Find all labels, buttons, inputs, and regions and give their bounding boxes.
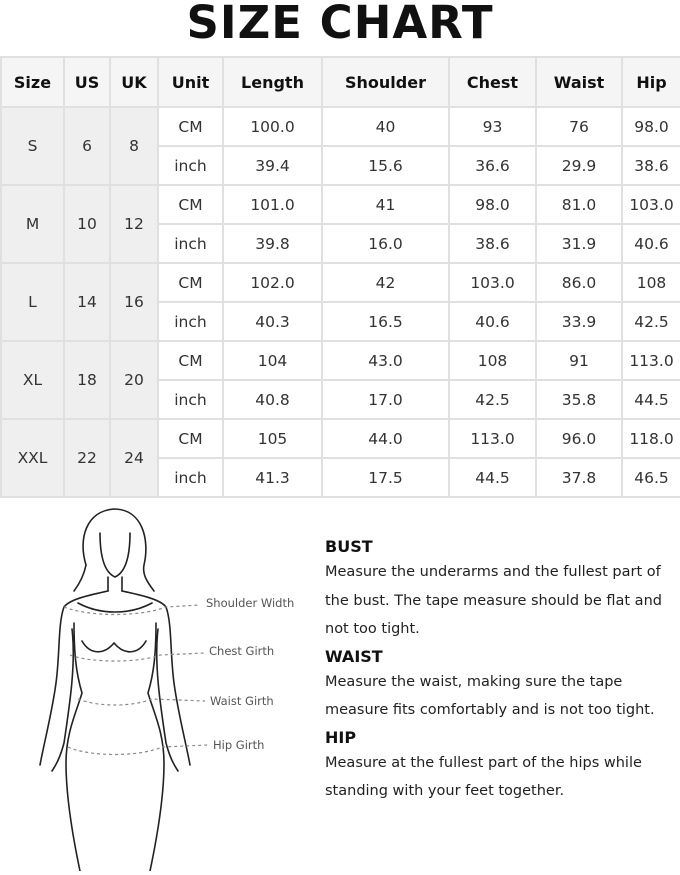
size-cell: M: [1, 185, 64, 263]
page-title: SIZE CHART: [186, 0, 494, 49]
chest-cell: 44.5: [449, 458, 536, 497]
length-cell: 104: [223, 341, 322, 380]
chest-cell: 36.6: [449, 146, 536, 185]
chest-cell: 40.6: [449, 302, 536, 341]
header-waist: Waist: [536, 57, 622, 107]
length-cell: 41.3: [223, 458, 322, 497]
unit-cell: inch: [158, 302, 223, 341]
header-chest: Chest: [449, 57, 536, 107]
shoulder-cell: 16.5: [322, 302, 449, 341]
chest-cell: 38.6: [449, 224, 536, 263]
header-length: Length: [223, 57, 322, 107]
hip-cell: 118.0: [622, 419, 680, 458]
us-cell: 6: [64, 107, 110, 185]
size-cell: XL: [1, 341, 64, 419]
uk-cell: 20: [110, 341, 158, 419]
shoulder-cell: 43.0: [322, 341, 449, 380]
header-hip: Hip: [622, 57, 680, 107]
body-measurement-figure: [20, 503, 320, 871]
length-cell: 105: [223, 419, 322, 458]
unit-cell: inch: [158, 380, 223, 419]
hip-cell: 38.6: [622, 146, 680, 185]
shoulder-cell: 17.5: [322, 458, 449, 497]
uk-cell: 16: [110, 263, 158, 341]
length-cell: 100.0: [223, 107, 322, 146]
shoulder-width-label: Shoulder Width: [206, 596, 295, 610]
uk-cell: 24: [110, 419, 158, 497]
hip-heading: HIP: [325, 727, 357, 747]
chest-cell: 113.0: [449, 419, 536, 458]
hip-cell: 103.0: [622, 185, 680, 224]
table-row: [1, 419, 680, 458]
shoulder-cell: 44.0: [322, 419, 449, 458]
unit-cell: CM: [158, 263, 223, 302]
header-us: US: [64, 57, 110, 107]
uk-cell: 8: [110, 107, 158, 185]
header-shoulder: Shoulder: [322, 57, 449, 107]
hip-cell: 108: [622, 263, 680, 302]
hip-cell: 42.5: [622, 302, 680, 341]
length-cell: 40.8: [223, 380, 322, 419]
size-chart-table: [0, 56, 680, 498]
chest-cell: 108: [449, 341, 536, 380]
chest-cell: 42.5: [449, 380, 536, 419]
length-cell: 101.0: [223, 185, 322, 224]
us-cell: 22: [64, 419, 110, 497]
waist-cell: 33.9: [536, 302, 622, 341]
table-row: [1, 185, 680, 224]
table-row: [1, 341, 680, 380]
hip-text: Measure at the fullest part of the hips while standing with your feet together.: [325, 754, 642, 799]
size-cell: S: [1, 107, 64, 185]
waist-cell: 37.8: [536, 458, 622, 497]
waist-cell: 91: [536, 341, 622, 380]
unit-cell: inch: [158, 146, 223, 185]
table-row: [1, 107, 680, 146]
length-cell: 40.3: [223, 302, 322, 341]
length-cell: 39.8: [223, 224, 322, 263]
hip-girth-label: Hip Girth: [213, 738, 265, 752]
size-cell: L: [1, 263, 64, 341]
waist-cell: 81.0: [536, 185, 622, 224]
unit-cell: inch: [158, 224, 223, 263]
bust-text: Measure the underarms and the fullest part of the bust. The tape measure should be flat and not too tight.: [325, 564, 662, 637]
chest-cell: 93: [449, 107, 536, 146]
us-cell: 10: [64, 185, 110, 263]
waist-cell: 29.9: [536, 146, 622, 185]
hip-cell: 40.6: [622, 224, 680, 263]
header-uk: UK: [110, 57, 158, 107]
unit-cell: CM: [158, 185, 223, 224]
waist-cell: 31.9: [536, 224, 622, 263]
shoulder-cell: 16.0: [322, 224, 449, 263]
unit-cell: CM: [158, 107, 223, 146]
hip-cell: 44.5: [622, 380, 680, 419]
length-cell: 39.4: [223, 146, 322, 185]
waist-text: Measure the waist, making sure the tape measure fits comfortably and is not too tight.: [325, 673, 655, 718]
size-cell: XXL: [1, 419, 64, 497]
waist-cell: 96.0: [536, 419, 622, 458]
waist-cell: 35.8: [536, 380, 622, 419]
unit-cell: CM: [158, 341, 223, 380]
hip-cell: 113.0: [622, 341, 680, 380]
waist-heading: WAIST: [325, 646, 383, 666]
table-header-row: [1, 57, 680, 107]
header-unit: Unit: [158, 57, 223, 107]
chest-cell: 98.0: [449, 185, 536, 224]
unit-cell: inch: [158, 458, 223, 497]
us-cell: 18: [64, 341, 110, 419]
waist-cell: 76: [536, 107, 622, 146]
table-row: [1, 263, 680, 302]
chest-cell: 103.0: [449, 263, 536, 302]
waist-cell: 86.0: [536, 263, 622, 302]
waist-girth-label: Waist Girth: [210, 694, 274, 708]
hip-cell: 46.5: [622, 458, 680, 497]
shoulder-cell: 41: [322, 185, 449, 224]
body-outline-illustration: [20, 503, 320, 871]
uk-cell: 12: [110, 185, 158, 263]
length-cell: 102.0: [223, 263, 322, 302]
chest-girth-label: Chest Girth: [209, 644, 275, 658]
shoulder-cell: 40: [322, 107, 449, 146]
shoulder-cell: 15.6: [322, 146, 449, 185]
header-size: Size: [1, 57, 64, 107]
shoulder-cell: 42: [322, 263, 449, 302]
shoulder-cell: 17.0: [322, 380, 449, 419]
bust-heading: BUST: [325, 537, 373, 556]
measurement-instructions: [325, 536, 665, 808]
us-cell: 14: [64, 263, 110, 341]
unit-cell: CM: [158, 419, 223, 458]
hip-cell: 98.0: [622, 107, 680, 146]
